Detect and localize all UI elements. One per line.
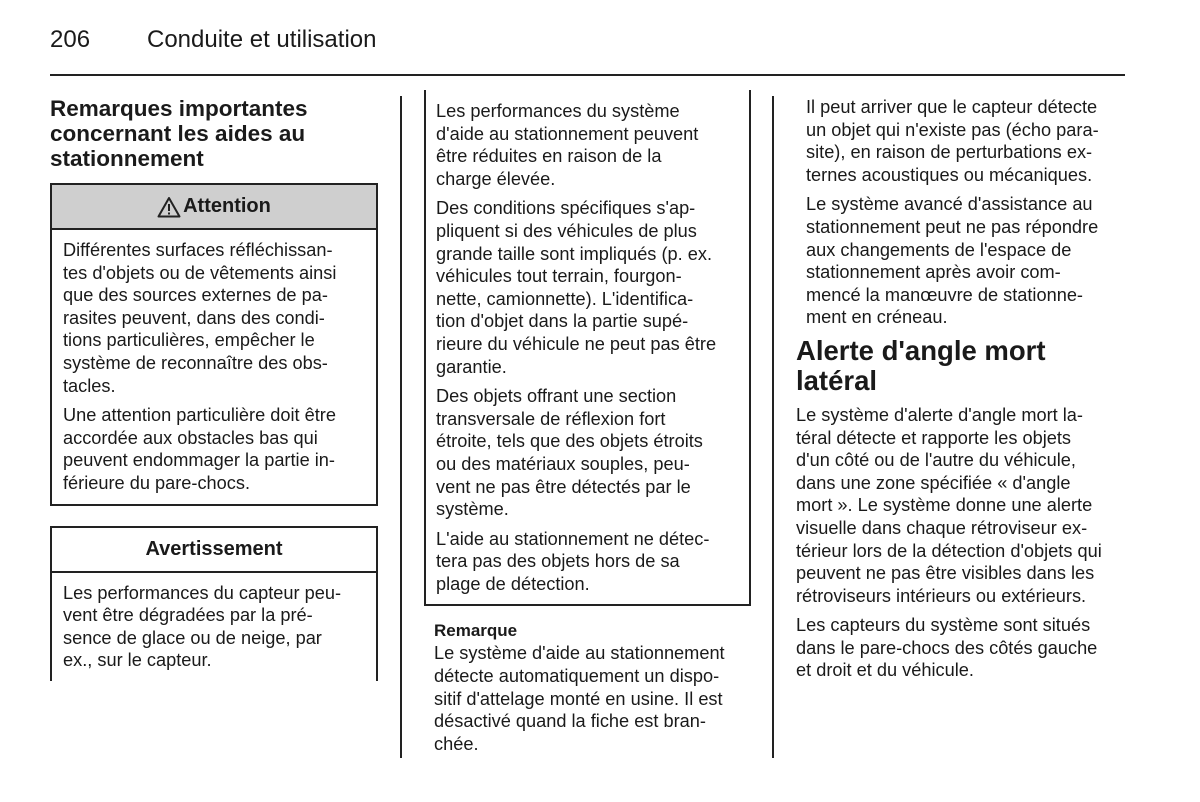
warning-body bbox=[52, 573, 376, 681]
box-paragraph: Des conditions spécifiques s'ap- pliquent si des véhicules de plus grande taille sont impliqués (p. ex. véhicules tout terrain, fourgon- nette, camionnette). L'identifica- tion d'objet dans la partie supé- rieure du véhicule ne peut pas être garantie. bbox=[436, 198, 717, 377]
column-middle bbox=[424, 96, 751, 762]
column-left bbox=[50, 96, 378, 681]
attention-box bbox=[50, 183, 378, 506]
box-paragraph: Il peut arriver que le capteur détecte un objet qui n'existe pas (écho para- site), en raison de perturbations ex- ternes acoustiques ou mécaniques. bbox=[806, 97, 1099, 185]
note-label: Remarque bbox=[434, 621, 518, 641]
continued-box-text bbox=[796, 96, 1126, 329]
box-paragraph: L'aide au stationnement ne détec- tera pas des objets hors de sa plage de détection. bbox=[436, 528, 710, 594]
page-number: 206 bbox=[50, 26, 91, 53]
note-text: Le système d'aide au stationnement détecte automatiquement un dispo- sitif d'attelage monté en usine. Il est désactivé quand la fiche est bran- chée. bbox=[434, 643, 725, 754]
blind-spot-heading: Alerte d'angle mort latéral bbox=[796, 334, 1046, 396]
section-title: Conduite et utilisation bbox=[147, 26, 377, 53]
attention-paragraph: Une attention particulière doit être accordée aux obstacles bas qui peuvent endommager la partie in- férieure du pare-chocs. bbox=[63, 405, 336, 493]
warning-header bbox=[52, 528, 376, 573]
column-separator bbox=[400, 96, 402, 758]
warning-triangle-icon bbox=[157, 196, 181, 218]
box-paragraph: Les performances du système d'aide au stationnement peuvent être réduites en raison de la charge élevée. bbox=[436, 101, 699, 189]
attention-body bbox=[52, 230, 376, 504]
section-heading: Remarques importantes concernant les aides au stationnement bbox=[50, 96, 308, 171]
attention-paragraph: Différentes surfaces réfléchissan- tes d'objets ou de vêtements ainsi que des sources externes de pa- rasites peuvent, dans des condi- tions particulières, empêcher le système de reconnaître des obs- tacles. bbox=[63, 240, 337, 396]
header-rule bbox=[50, 74, 1125, 76]
warning-paragraph: Les performances du capteur peu- vent être dégradées par la pré- sence de glace ou de neige, par ex., sur le capteur. bbox=[63, 582, 342, 671]
attention-title: Attention bbox=[183, 195, 271, 218]
body-paragraph: Les capteurs du système sont situés dans le pare-chocs des côtés gauche et droit et du véhicule. bbox=[796, 615, 1098, 681]
column-separator bbox=[772, 96, 774, 758]
column-right bbox=[796, 96, 1126, 689]
warning-title: Avertissement bbox=[145, 537, 283, 560]
warning-box bbox=[50, 526, 378, 681]
continued-warning-box bbox=[424, 90, 751, 606]
box-paragraph: Le système avancé d'assistance au stationnement peut ne pas répondre aux changements de l'espace de stationnement après avoir com- mencé la manœuvre de stationne- ment en créneau. bbox=[806, 194, 1099, 328]
body-paragraph: Le système d'alerte d'angle mort la- téral détecte et rapporte les objets d'un côté ou de l'autre du véhicule, dans une zone spécifiée « d'angle mort ». Le système donne une alerte visuelle dans chaque rétroviseur ex- térieur lors de la détection d'objets qui peuvent ne pas être visibles dans les rétroviseurs intérieurs ou extérieurs. bbox=[796, 404, 1102, 606]
attention-header bbox=[52, 185, 376, 230]
box-paragraph: Des objets offrant une section transversale de réflexion fort étroite, tels que des objets étroits ou des matériaux souples, peu- vent ne pas être détectés par le système. bbox=[436, 386, 703, 520]
